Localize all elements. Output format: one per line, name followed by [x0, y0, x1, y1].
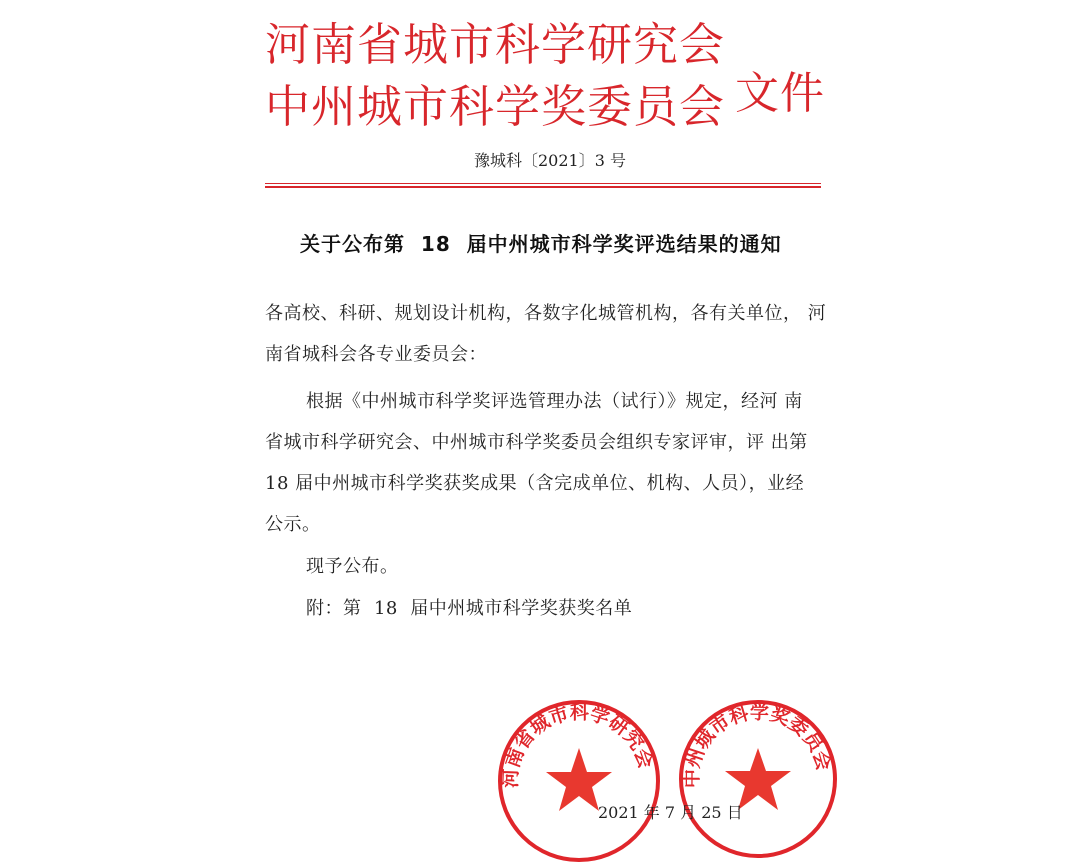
seal-zhongzhou-science-award-committee [677, 698, 839, 860]
header-line-1: 河南省城市科学研究会 [265, 18, 726, 71]
red-rule-bottom [265, 186, 821, 188]
paragraph-line-4: 公示。 [265, 514, 321, 535]
seal-henan-urban-science-society [496, 698, 662, 864]
red-rule-top [265, 183, 821, 184]
seal-text: 中州城市科学奖委员会 [680, 701, 835, 789]
header-line-2: 中州城市科学奖委员会 [265, 80, 726, 133]
paragraph-line-1: 根据《中州城市科学奖评选管理办法（试行）》规定，经河 南 [306, 391, 803, 412]
seal-text: 河南省城市科学研究会 [499, 701, 657, 789]
announcement-line: 现予公布。 [306, 556, 399, 577]
notice-title: 关于公布第 18 届中州城市科学奖评选结果的通知 [300, 232, 782, 256]
issue-date: 2021 年 7 月 25 日 [598, 803, 743, 822]
paragraph-line-2: 省城市科学研究会、中州城市科学奖委员会组织专家评审，评 出第 [265, 432, 808, 453]
paragraph-line-3: 18 届中州城市科学奖获奖成果（含完成单位、机构、人员），业经 [265, 473, 805, 494]
header-suffix: 文件 [735, 68, 825, 119]
document-number: 豫城科〔2021〕3 号 [474, 151, 626, 170]
attachment-line: 附：第 18 届中州城市科学奖获奖名单 [306, 598, 633, 619]
salutation-line-1: 各高校、科研、规划设计机构，各数字化城管机构，各有关单位， 河 [265, 303, 827, 324]
salutation-line-2: 南省城科会各专业委员会： [265, 344, 487, 365]
